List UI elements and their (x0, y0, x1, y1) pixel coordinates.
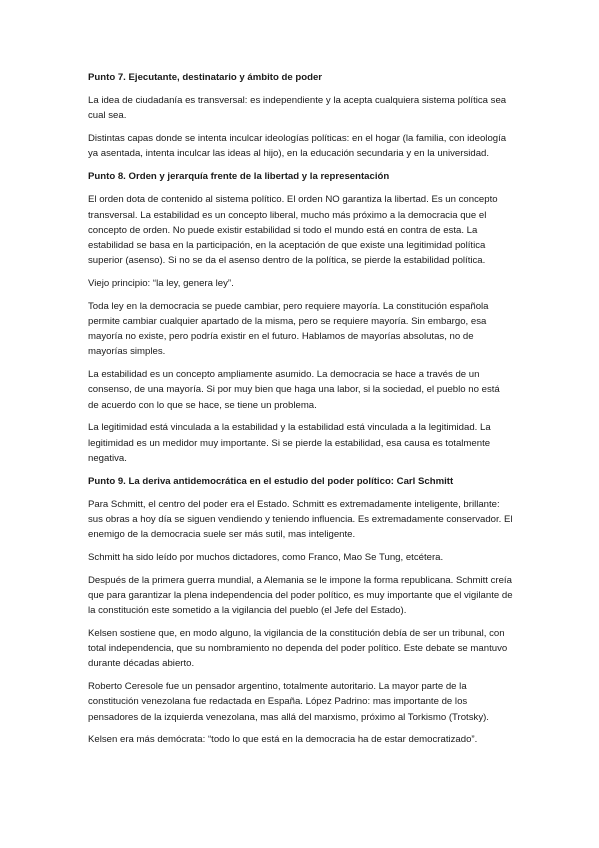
paragraph: La legitimidad está vinculada a la estabilidad y la estabilidad está vinculada a la legitimidad. La legitimidad es un medidor muy importante. Si se pierde la estabilidad, esa causa es totalmente negativa. (88, 422, 491, 464)
paragraph: La estabilidad es un concepto ampliamente asumido. La democracia se hace a través de un consenso, de una mayoría. Si por muy bien que haga una labor, si la sociedad, el pueblo no está de acuerdo con lo que se hace, se tiene un problema. (88, 369, 500, 411)
paragraph: La idea de ciudadanía es transversal: es independiente y la acepta cualquiera sistema política sea cual sea. (88, 95, 507, 122)
paragraph: Roberto Ceresole fue un pensador argentino, totalmente autoritario. La mayor parte de la constitución venezolana fue redactada en España. López Padrino: mas importante de los pensadores de la izquierda venezolana, mas allá del marxismo, próximo al Torkismo (Trotsky). (88, 681, 489, 723)
paragraph: Viejo principio: “la ley, genera ley”. (88, 278, 234, 290)
section-heading: Punto 7. Ejecutante, destinatario y ámbito de poder (88, 72, 323, 83)
paragraph: El orden dota de contenido al sistema político. El orden NO garantiza la libertad. Es un concepto transversal. La estabilidad es un concepto liberal, mucho más próximo a la democracia que el concepto de orden. No puede existir estabilidad si todo el mundo está en contra de esta. La estabilidad se basa en la participación, en la aceptación de que existe una legitimidad política superior (asenso). Si no se da el asenso dentro de la política, se pierde la estabilidad política. (88, 194, 498, 267)
section-heading: Punto 9. La deriva antidemocrática en el estudio del poder político: Carl Schmitt (88, 475, 454, 487)
paragraph: Toda ley en la democracia se puede cambiar, pero requiere mayoría. La constitución española permite cambiar cualquier apartado de la misma, pero se requiere mayoría. Sin embargo, esa mayoría no existe, pero podría existir en el futuro. Hablamos de mayorías absolutas, no de mayorías simples. (88, 300, 489, 358)
section-heading: Punto 8. Orden y jerarquía frente de la libertad y la representación (88, 171, 390, 183)
paragraph: Schmitt ha sido leído por muchos dictadores, como Franco, Mao Se Tung, etcétera. (88, 552, 444, 564)
paragraph: Distintas capas donde se intenta inculcar ideologías políticas: en el hogar (la familia, con ideología ya asentada, intenta inculcar las ideas al hijo), en la educación secundaria y en la universidad. (88, 133, 507, 160)
paragraph: Después de la primera guerra mundial, a Alemania se le impone la forma republicana. Schmitt creía que para garantizar la plena independencia del poder político, es muy importante que el vigilante de la constitución este sometido a la vigilancia del pueblo (el Jefe del Estado). (88, 574, 513, 617)
paragraph: Para Schmitt, el centro del poder era el Estado. Schmitt es extremadamente inteligente, brillante: sus obras a hoy día se siguen vendiendo y teniendo influencia. Es extremadamente conservador. El enemigo de la democracia suele ser más sutil, mas inteligente. (88, 498, 513, 541)
paragraph: Kelsen sostiene que, en modo alguno, la vigilancia de la constitución debía de ser un tribunal, con total independencia, que su nombramiento no dependa del poder político. Este debate se mantuvo durante décadas abierto. (88, 628, 508, 670)
paragraph: Kelsen era más demócrata: “todo lo que está en la democracia ha de estar democratizado”. (88, 734, 478, 746)
